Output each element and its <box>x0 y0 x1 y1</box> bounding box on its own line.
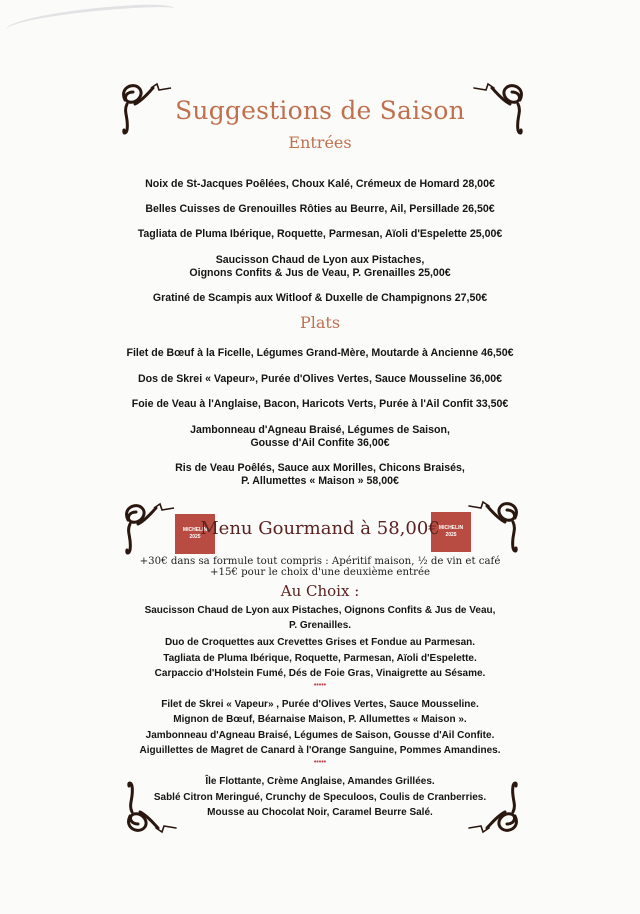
plat-item-line2: Gousse d'Ail Confite 36,00€ <box>250 437 390 449</box>
choice-entree: Tagliata de Pluma Ibérique, Roquette, Parmesan, Aïoli d'Espelette. <box>163 653 477 664</box>
plat-item-line2: P. Allumettes « Maison » 58,00€ <box>241 475 399 487</box>
au-choix-heading: Au Choix : <box>280 582 360 600</box>
entree-item: Noix de St-Jacques Poêlées, Choux Kalé, Crémeux de Homard 28,00€ <box>145 178 495 190</box>
page-title: Suggestions de Saison <box>175 96 465 125</box>
gourmand-menu-title: Menu Gourmand à 58,00€ <box>200 518 440 539</box>
plat-item: Ris de Veau Poêlés, Sauce aux Morilles, Chicons Braisés, <box>175 462 465 474</box>
plat-item: Foie de Veau à l'Anglaise, Bacon, Haricots Verts, Purée à l'Ail Confit 33,50€ <box>131 398 509 410</box>
choice-entree: Saucisson Chaud de Lyon aux Pistaches, Oignons Confits & Jus de Veau, <box>144 605 496 616</box>
choice-plat: Aiguillettes de Magret de Canard à l'Orange Sanguine, Pommes Amandines. <box>139 745 501 756</box>
badge-year: 2025 <box>189 534 201 540</box>
separator: ••••• <box>313 759 327 766</box>
choice-dessert: Mousse au Chocolat Noir, Caramel Beurre Salé. <box>207 807 433 818</box>
entree-item: Belles Cuisses de Grenouilles Rôties au Beurre, Ail, Persillade 26,50€ <box>145 203 495 215</box>
choice-plat: Mignon de Bœuf, Béarnaise Maison, P. Allumettes « Maison ». <box>173 714 467 725</box>
entree-item: Saucisson Chaud de Lyon aux Pistaches, <box>215 254 425 266</box>
badge-label: MICHELIN <box>182 527 208 533</box>
choice-dessert: Île Flottante, Crème Anglaise, Amandes Grillées. <box>205 776 435 787</box>
entree-item: Gratiné de Scampis aux Witloof & Duxelle de Champignons 27,50€ <box>152 292 488 304</box>
badge-year: 2025 <box>445 532 457 538</box>
paper-smudge <box>4 2 175 37</box>
separator: ••••• <box>313 682 327 689</box>
choice-entree: Duo de Croquettes aux Crevettes Grises et Fondue au Parmesan. <box>164 637 476 648</box>
entree-item: Tagliata de Pluma Ibérique, Roquette, Parmesan, Aïoli d'Espelette 25,00€ <box>137 228 503 240</box>
choice-plat: Filet de Skrei « Vapeur» , Purée d'Olives Vertes, Sauce Mousseline. <box>161 699 479 710</box>
section-heading-plats: Plats <box>299 313 341 332</box>
badge-label: MICHELIN <box>438 525 464 531</box>
plat-item: Jambonneau d'Agneau Braisé, Légumes de Saison, <box>190 424 450 436</box>
choice-entree: Carpaccio d'Holstein Fumé, Dés de Foie Gras, Vinaigrette au Sésame. <box>154 668 486 679</box>
choice-plat: Jambonneau d'Agneau Braisé, Légumes de Saison, Gousse d'Ail Confite. <box>145 730 495 741</box>
choice-dessert: Sablé Citron Meringué, Crunchy de Speculoos, Coulis de Cranberries. <box>153 792 487 803</box>
plat-item: Dos de Skrei « Vapeur», Purée d'Olives Vertes, Sauce Mousseline 36,00€ <box>137 373 503 385</box>
entree-item-line2: Oignons Confits & Jus de Veau, P. Grenailles 25,00€ <box>189 267 451 279</box>
choice-entree: P. Grenailles. <box>288 620 352 631</box>
gourmand-note: +30€ dans sa formule tout compris : Apéritif maison, ½ de vin et café <box>139 556 501 567</box>
section-heading-entrees: Entrées <box>288 133 352 152</box>
gourmand-note: +15€ pour le choix d'une deuxième entrée <box>209 567 431 578</box>
plat-item: Filet de Bœuf à la Ficelle, Légumes Grand-Mère, Moutarde à Ancienne 46,50€ <box>126 347 514 359</box>
